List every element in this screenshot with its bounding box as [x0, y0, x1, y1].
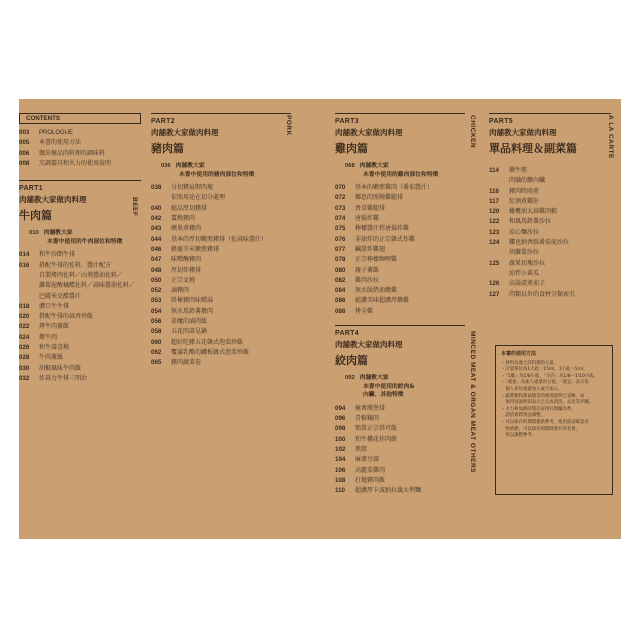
page-number: 120	[489, 208, 500, 216]
entry-title: 依照用途在切分處理	[171, 194, 226, 202]
list-item: 008 烹調器具和火力的使用說明	[19, 159, 112, 167]
page-number: 030	[19, 364, 30, 372]
part2-column	[151, 113, 291, 369]
page-number: 053	[151, 297, 162, 305]
entry-title: 絕品厚切豬排	[171, 204, 208, 212]
page-number: 056	[151, 318, 162, 326]
part5-subtitle: 肉舖教大家做肉料理	[489, 128, 557, 137]
list-item	[151, 183, 291, 193]
entry-title: 慕魔的滷肉飯	[171, 318, 208, 326]
list-item	[335, 455, 465, 465]
entry-title: 超好吃豬五花韓式泡菜炒飯	[171, 338, 244, 346]
page-number: 060	[151, 338, 162, 346]
list-item	[489, 259, 611, 269]
usage-note-line: 個人喜好適量加入或不加入。	[501, 386, 563, 392]
list-item	[335, 404, 465, 414]
page-number: 052	[151, 287, 162, 295]
list-item	[489, 238, 611, 248]
page-number: 022	[19, 323, 30, 331]
entry-title: 非油炸的正宗韓式炸雞	[355, 235, 416, 243]
entry-title: 搭配牛排的佐料．醬汁配方	[39, 261, 112, 269]
list-item	[19, 292, 141, 302]
list-item	[489, 269, 611, 279]
page-number: 046	[151, 245, 162, 253]
part3-title: 雞肉篇	[335, 142, 368, 155]
part1-title: 牛肉篇	[19, 209, 52, 223]
part3-column	[335, 113, 465, 497]
list-item	[335, 193, 465, 203]
page-number: 074	[335, 215, 346, 223]
contents-list	[19, 128, 141, 169]
list-item	[335, 286, 465, 296]
part2-subtitle: 肉舖教大家做肉料理	[151, 128, 219, 137]
list-item	[19, 364, 141, 374]
list-item	[151, 317, 291, 327]
page-number: 072	[335, 194, 346, 202]
list-item	[19, 343, 141, 353]
page-number: 086	[335, 297, 346, 305]
list-item	[19, 261, 141, 271]
part2-label: PART2	[151, 118, 175, 125]
part2-intro: 036 肉舖教大家 本書中使用的豬肉部位和特徵	[161, 163, 255, 178]
part4-label: PART4	[335, 330, 359, 338]
list-item	[151, 224, 291, 234]
usage-note-line: 無特別說明即表示已完成清洗、去皮等步驟。	[501, 400, 594, 406]
entry-title: 肉舖的燉內臟	[509, 177, 546, 185]
entry-title: 胡蘿蔔沙拉	[509, 249, 540, 257]
usage-note-line: 請依實際情況調整。	[501, 413, 545, 419]
page-number: 108	[335, 476, 346, 484]
entry-title: 打拋豬肉飯	[355, 476, 386, 484]
list-item	[335, 266, 465, 276]
list-item	[489, 176, 611, 186]
page-number: 048	[151, 266, 162, 274]
part3-list	[335, 183, 465, 317]
list-item	[19, 281, 141, 291]
part1-list	[19, 250, 141, 384]
usage-notes-box	[495, 345, 613, 495]
part4-rule	[335, 325, 465, 326]
entry-title: 香草雞腿排	[355, 204, 386, 212]
list-item	[335, 476, 465, 486]
list-item	[335, 486, 465, 496]
part2-side-label: PORK	[285, 115, 292, 136]
entry-title: 自製烤肉佐料／山葵醬油佐料／	[39, 271, 124, 279]
entry-title: 炸蒜力牛排三明治	[39, 374, 88, 382]
part4-subtitle: 肉舖教大家做肉料理	[335, 340, 403, 350]
list-item: 003 PROLOGUE	[19, 129, 74, 136]
part4-header	[335, 330, 465, 368]
entry-title: 蔬果切塊沙拉	[509, 259, 546, 267]
book-spread	[19, 99, 621, 539]
page-number: 096	[335, 415, 346, 423]
page-number: 014	[19, 251, 30, 259]
entry-title: 青椒鑲肉	[355, 415, 380, 423]
list-item	[19, 302, 141, 312]
page-number: 082	[335, 276, 346, 284]
page-number: 042	[151, 215, 162, 223]
part2-title: 豬肉篇	[151, 142, 184, 155]
entry-title: 五花肉壽見鍋	[171, 328, 208, 336]
page-number: 043	[151, 225, 162, 233]
list-item	[489, 279, 611, 289]
page-number: 122	[489, 218, 500, 226]
page-number: 077	[335, 245, 346, 253]
page-number: 124	[489, 239, 500, 247]
page-number: 094	[335, 404, 346, 412]
entry-title: 厚切炸豬排	[171, 266, 202, 274]
page-number: 100	[335, 435, 346, 443]
part1-header	[19, 185, 141, 223]
contents-column	[19, 113, 141, 384]
entry-title: 麻婆豆腐	[355, 456, 380, 464]
entry-title: 無水馬鈴薯燉肉	[171, 307, 214, 315]
page-number: 117	[489, 197, 499, 205]
entry-title: 親子蓋飯	[355, 266, 380, 274]
list-item	[151, 307, 291, 317]
page-number: 058	[151, 328, 162, 336]
list-item	[151, 327, 291, 337]
list-item	[151, 214, 291, 224]
entry-title: 燉牛肉	[39, 333, 58, 341]
part2-header	[151, 118, 291, 156]
list-item	[489, 207, 611, 217]
page-number: 020	[19, 313, 30, 321]
entry-title: 紅酒煮雞肝	[509, 197, 540, 205]
list-item	[489, 197, 611, 207]
usage-note-line: ・蔬菜類和菌菇類等的處理說明已省略，如	[501, 393, 585, 399]
entry-title: 鄉思的照燒雞腿排	[355, 194, 404, 202]
list-item	[151, 286, 291, 296]
page-number: 016	[19, 261, 30, 269]
entry-title: 燉牛筋	[509, 167, 528, 174]
entry-title: 蘋果煮豬肉	[171, 225, 202, 233]
list-item	[151, 358, 291, 368]
part4-title: 絞肉篇	[335, 354, 368, 368]
list-item	[335, 204, 465, 214]
page-number: 116	[489, 187, 499, 195]
page-number: 127	[489, 290, 500, 298]
list-item	[489, 166, 611, 176]
page-number: 078	[335, 256, 346, 264]
entry-title: 豬肉時雨煮	[509, 187, 540, 195]
part3-subtitle: 肉舖教大家做肉料理	[335, 128, 403, 137]
entry-title: 極奢漢堡排	[355, 404, 386, 412]
page-number: 065	[151, 359, 162, 367]
part5-rule	[489, 113, 611, 114]
list-item	[151, 266, 291, 276]
part2-rule	[151, 113, 291, 114]
usage-notes-list	[501, 361, 607, 440]
entry-title: 和牛壽喜燒	[39, 344, 70, 352]
list-item	[19, 353, 141, 363]
list-item	[335, 245, 465, 255]
list-item	[489, 217, 611, 227]
part5-column	[489, 113, 611, 300]
page-number: 018	[19, 302, 30, 310]
usage-notes-heading: 本書的使用方法	[501, 351, 537, 357]
list-item	[335, 435, 465, 445]
list-item	[19, 271, 141, 281]
entry-title: 橄欖油大蒜雞肉蝦	[509, 208, 558, 216]
part1-label: PART1	[19, 185, 43, 193]
usage-note-line: ・可以保存的期間僅供參考，使用前請確認食	[501, 419, 589, 425]
entry-title: 覆滿乳酪的鐵板韓式泡菜炒飯	[171, 348, 250, 356]
page-number: 050	[151, 276, 162, 284]
usage-note-line: ・計量單位為1大匙＝15ml、1小匙＝5ml。	[501, 367, 588, 373]
list-item	[335, 296, 465, 306]
page-number: 038	[151, 184, 162, 192]
page-number: 080	[335, 266, 346, 274]
part3-header	[335, 118, 465, 156]
page-number: 084	[335, 287, 346, 295]
usage-note-line: ・材料為適合該料理的分量。	[501, 360, 559, 366]
part2-list	[151, 183, 291, 368]
contents-label: CONTENTS	[19, 113, 141, 124]
usage-note-line: ・火力和加熱時間以家用瓦斯爐為準，	[501, 406, 576, 412]
entry-title: 基本的厚切嫩煎豬排（佐蒜味醬汁）	[171, 235, 268, 243]
entry-title: 煎餃	[355, 446, 368, 454]
part4-list	[335, 404, 465, 497]
entry-title: 巴薩米克醋醬汁	[39, 292, 82, 300]
part5-side-label: A LA CARTE	[607, 115, 614, 159]
page-number: 028	[19, 354, 30, 362]
entry-title: 味噌醃豬肉	[171, 256, 202, 264]
list-item	[151, 204, 291, 214]
part3-intro: 068 肉舖教大家 本書中使用的雞肉部位和特徵	[345, 163, 439, 178]
part4-side-label: MINCED MEAT & ORGAN MEAT OTHERS	[469, 331, 476, 474]
entry-title: 正宗檸檬咖哩雞	[355, 256, 398, 264]
list-item	[335, 424, 465, 434]
entry-title: 和風馬鈴薯沙拉	[509, 218, 552, 226]
list-item	[335, 307, 465, 317]
list-item	[489, 228, 611, 238]
entry-title: 簡單正宗塔可飯	[355, 425, 398, 433]
entry-title: 唐揚炸雞	[355, 215, 380, 223]
usage-note-line: ・「適量」為加入適量的分量，「適宜」表示依	[501, 380, 589, 386]
page-number: 104	[335, 456, 346, 464]
entry-title: 涼拌小黃瓜	[509, 269, 540, 277]
page-number: 047	[151, 256, 162, 264]
usage-note-line: ・「1撮」為1/8小匙，「少許」為1/8～1/10小匙。	[501, 373, 599, 379]
entry-title: 薑燒豬肉	[171, 215, 196, 223]
entry-title: 豬肉蔬菜卷	[171, 359, 202, 367]
list-item: 005 本書的使用方法	[19, 139, 82, 147]
list-item	[151, 193, 291, 203]
entry-title: 烤牛肉蓋飯	[39, 323, 70, 331]
page-number: 026	[19, 344, 30, 352]
list-item	[335, 276, 465, 286]
entry-title: 濃口牛牛排	[39, 302, 70, 310]
part1-intro: 010 肉舖教大家 本書中使用的牛肉部位和特徵	[29, 230, 123, 245]
list-item	[151, 296, 291, 306]
list-item	[19, 250, 141, 260]
entry-title: 正宗叉燒	[171, 276, 196, 284]
list-item	[489, 290, 611, 300]
list-item	[151, 348, 291, 358]
page-number: 126	[489, 280, 500, 288]
entry-title: 蘿蔔泥酸橘醋佐料／蒜味醬油佐料／	[39, 282, 136, 290]
entry-title: 烤全雞	[355, 307, 374, 315]
page-number: 110	[335, 487, 345, 495]
entry-title: 分切豬肩胛肉塊	[171, 184, 214, 192]
usage-note-line: 物狀態，可以保存的期間會有所差異，	[501, 426, 581, 432]
list-item	[19, 333, 141, 343]
list-item	[151, 255, 291, 265]
list-item	[489, 187, 611, 197]
list-item	[335, 224, 465, 234]
entry-title: 終極豬肉味噌湯	[171, 297, 214, 305]
list-item	[151, 235, 291, 245]
page-number: 040	[151, 204, 162, 212]
list-item	[19, 322, 141, 332]
list-item	[335, 466, 465, 476]
entry-title: 基本的嫩煎雞肉（番茄醬汁）	[355, 184, 434, 192]
entry-title: 鏤也納香腸番茄泥沙拉	[509, 239, 570, 247]
part5-label: PART5	[489, 118, 513, 125]
entry-title: 胡椒風味牛肉飯	[39, 364, 82, 372]
page-number: 032	[19, 374, 30, 382]
entry-title: 牛肉蓋飯	[39, 354, 64, 362]
list-item: 006 做出極品肉料理的調味料	[19, 149, 106, 157]
page-number: 024	[19, 333, 30, 341]
entry-title: 高湯漬煮茄子	[509, 280, 546, 288]
page-number: 076	[335, 235, 346, 243]
list-item	[335, 235, 465, 245]
entry-title: 搭配牛排的蒜香炒飯	[39, 313, 94, 321]
entry-title: 滷豬肉	[171, 287, 190, 295]
entry-title: 涼心麵沙拉	[509, 228, 540, 236]
list-item	[335, 183, 465, 193]
entry-title: 和牛櫻花炸肉餅	[355, 435, 398, 443]
entry-title: 肉類以外的食材分類索引	[509, 290, 576, 298]
page-number: 098	[335, 425, 346, 433]
page-number: 073	[335, 204, 346, 212]
part3-rule	[335, 113, 465, 114]
part3-label: PART3	[335, 118, 359, 125]
list-item	[489, 248, 611, 258]
page-number: 070	[335, 184, 346, 192]
usage-note-line: 用以調整參考。	[501, 433, 537, 439]
part5-title: 單品料理＆副菜篇	[489, 142, 577, 155]
page-number: 102	[335, 446, 346, 454]
part1-subtitle: 肉舖教大家做肉料理	[19, 195, 87, 205]
page-number: 123	[489, 228, 500, 236]
list-item	[335, 255, 465, 265]
list-item	[151, 338, 291, 348]
list-item	[19, 312, 141, 322]
list-item	[151, 276, 291, 286]
entry-title: 和牛沙朗牛排	[39, 251, 76, 259]
page-number: 044	[151, 235, 162, 243]
entry-title: 超濃厚卡波納拉義大利麵	[355, 487, 422, 495]
part5-list	[489, 166, 611, 300]
page-number: 062	[151, 348, 162, 356]
list-item	[335, 445, 465, 455]
list-item	[335, 414, 465, 424]
page-number: 106	[335, 466, 346, 474]
entry-title: 無水版奶油燉雞	[355, 287, 398, 295]
page-number: 054	[151, 307, 162, 315]
entry-title: 蜂蜜芥末嫩煎豬排	[171, 245, 220, 253]
entry-title: 檸檬醬汁拌唐揚炸雞	[355, 225, 410, 233]
list-item	[335, 214, 465, 224]
page-number: 114	[489, 167, 499, 174]
page-number: 075	[335, 225, 346, 233]
part1-side-label: BEEF	[131, 197, 138, 217]
part1-rule	[19, 180, 141, 181]
part3-side-label: CHICKEN	[469, 115, 476, 149]
entry-title: 鹹甜炸雞翅	[355, 245, 386, 253]
list-item	[19, 374, 141, 384]
entry-title: 高麗菜雞肉	[355, 466, 386, 474]
page-number: 088	[335, 307, 346, 315]
entry-title: 絕讚美味超濃厚燉雞	[355, 297, 410, 305]
entry-title: 雞肉沙拉	[355, 276, 380, 284]
list-item	[151, 245, 291, 255]
part4-intro: 092 肉舖教大家 本書中使用的絞肉& 內臟．其他特徵	[345, 375, 415, 399]
part5-header	[489, 118, 611, 156]
page-number: 125	[489, 259, 500, 267]
